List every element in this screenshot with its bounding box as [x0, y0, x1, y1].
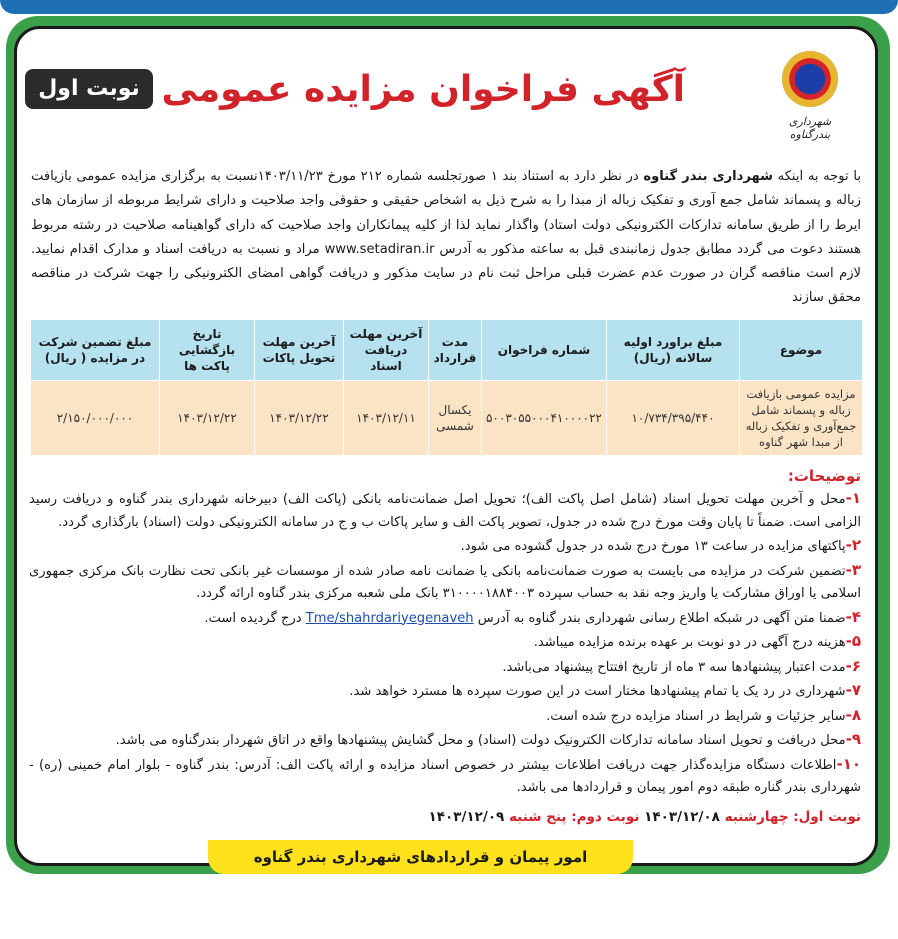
first-round-date: ۱۴۰۳/۱۲/۰۸ [639, 809, 725, 825]
item-number: ۸- [845, 705, 861, 724]
auction-table [30, 319, 863, 456]
notes-list [29, 487, 861, 800]
list-item [29, 534, 861, 559]
municipality-logo [767, 51, 853, 157]
item-number: ۹- [845, 730, 861, 748]
notice-content [17, 29, 875, 863]
list-item [29, 753, 861, 800]
cell-doc-deadline: ۱۴۰۳/۱۲/۱۱ [344, 381, 429, 456]
header-doc-deadline: آخرین مهلت دریافت اسناد [344, 320, 429, 381]
item-text: شهرداری در رد یک یا تمام پیشنهادها مختار است در این صورت سپرده ها مسترد خواهد شد. [349, 684, 846, 699]
list-item [29, 487, 861, 534]
item-text: ضمنا متن آگهی در شبکه اطلاع رسانی شهرداری بندر گناوه به آدرس [473, 610, 846, 626]
list-item [29, 704, 861, 729]
top-bar [0, 0, 898, 14]
cell-estimate: ۱۰/۷۳۴/۳۹۵/۴۴۰ [607, 381, 740, 456]
first-round-label: نوبت اول: چهارشنبه [724, 809, 861, 825]
item-text: اطلاعات دستگاه مزایده‌گذار جهت دریافت اطلاعات بیشتر در خصوص اسناد مزایده و ارائه پاکت الف: آدرس: بندر گناوه - بلوار امام خمینی (ره) - شهرداری بندر گناره طبقه دوم امور پیمان و قراردادها می باشد. [29, 757, 861, 795]
header-envelope-deadline: آخرین مهلت تحویل پاکات [255, 320, 344, 381]
footer-banner: امور پیمان و قراردادهای شهرداری بندر گناوه [208, 840, 633, 874]
intro-org: شهرداری بندر گناوه [643, 169, 774, 184]
round-badge: نوبت اول [25, 69, 153, 109]
item-number: ۷- [845, 681, 861, 699]
item-text: درج گردیده است. [204, 610, 306, 626]
header-call-number: شماره فراخوان [482, 320, 607, 381]
item-text: هزینه درج آگهی در دو نوبت بر عهده برنده مزایده میباشد. [533, 635, 846, 650]
intro-paragraph [31, 165, 861, 311]
header-guarantee: مبلغ تضمین شرکت در مزایده ( ریال) [31, 320, 160, 381]
page-title: آگهی فراخوان مزایده عمومی [161, 69, 685, 110]
header-opening-date: تاریخ بازگشایی پاکت ها [160, 320, 255, 381]
table-header-row [31, 320, 863, 381]
item-number: ۳- [845, 560, 861, 579]
list-item [29, 559, 861, 606]
list-item [29, 606, 861, 631]
list-item [29, 728, 861, 753]
item-number: ۶- [845, 656, 861, 675]
header-duration: مدت قرارداد [429, 320, 482, 381]
intro-part-2: در نظر دارد به استناد بند ۱ صورتجلسه شماره ۲۱۲ مورخ ۱۴۰۳/۱۱/۲۳نسبت به برگزاری مزایده عمومی بازیافت زباله و پسماند شامل جمع آوری و تفکیک زباله از مبدا را به شرح ذیل به اشخاص حقیقی و حقوقی واجد صلاحیت و دارای شرایط مربوطه از سازمان های ایرط را از طریق سامانه تدارکات الکترونیکی دولت استاد) واگذار نماید لذا از کلیه پیمانکاران واجد صلاحیت که دارای گواهینامه صلاحیت در رشته مربوط هستند دعوت می گردد مطابق جدول زمانبندی قبل به ساعته مذکور به آدرس www.setadiran.ir مراد و نسبت به دریافت اسناد و مدارک اقدام نمایید. لازم است مناقصه گران در صورت عدم عضرت قبلی مراحل ثبت نام در سایت مذکور و دریافت گواهی امضای الکترونیکی را جهت شرکت در مناقصه محقق سازند [31, 169, 861, 306]
item-text: محل و آخرین مهلت تحویل اسناد (شامل اصل پاکت الف)؛ تحویل اصل ضمانت‌نامه بانکی (پاکت الف) دبیرخانه شهرداری بندر گناوه و دریافت رسید الزامی است. ضمناً تا پایان وقت مورخ درج شده در جدول، تصویر پاکت الف و سایر پاکات ب و ج در سامانه الکترونیکی دولت (اسناد) بارگذاری گردد. [29, 492, 861, 530]
list-item [29, 655, 861, 680]
item-number: ۵- [845, 632, 861, 650]
cell-subject: مزایده عمومی بازیافت زباله و پسماند شامل جمع‌آوری و تفکیک زباله از مبدا شهر گناوه [740, 381, 863, 456]
item-text: مدت اعتبار پیشنهادها سه ۳ ماه از تاریخ افتتاح پیشنهاد می‌باشد. [502, 659, 846, 675]
header-estimate: مبلغ براورد اولیه سالانه (ریال) [607, 320, 740, 381]
second-round-label: نوبت دوم: پنج شنبه [509, 809, 640, 825]
logo-caption: شهرداری بندرگناوه [788, 115, 832, 141]
item-text: سایر جزئیات و شرایط در اسناد مزایده درج شده است. [546, 708, 846, 724]
emblem-icon [782, 51, 838, 107]
item-number: ۱۰- [836, 754, 861, 773]
channel-link[interactable]: Tme/shahrdariyegenaveh [305, 610, 474, 626]
list-item [29, 679, 861, 704]
list-item [29, 630, 861, 655]
publication-dates [429, 809, 861, 825]
cell-guarantee: ۲/۱۵۰/۰۰۰/۰۰۰ [31, 381, 160, 456]
cell-opening-date: ۱۴۰۳/۱۲/۲۲ [160, 381, 255, 456]
notes-title: توضیحات: [787, 467, 861, 485]
intro-part-1: با توجه به اینکه [773, 169, 861, 184]
second-round-date: ۱۴۰۳/۱۲/۰۹ [428, 809, 509, 825]
item-number: ۴- [845, 607, 861, 626]
item-number: ۱- [845, 489, 861, 507]
table-row [31, 381, 863, 456]
item-number: ۲- [845, 536, 861, 554]
item-text: تضمین شرکت در مزایده می بایست به صورت ضمانت‌نامه بانکی یا ضمانت نامه صادر شده از موسسات غیر بانکی تحت نظارت بانک مرکزی جمهوری اسلامی یا اوراق مشارکت یا واریز وجه نقد به حساب سپرده ۳۱۰۰۰۰۱۸۸۴۰۰۳ بانک ملی شعبه مرکزی بندر گناوه ارائه گردد. [29, 563, 861, 601]
cell-duration: یکسال شمسی [429, 381, 482, 456]
item-text: محل دریافت و تحویل اسناد سامانه تدارکات الکترونیک دولت (اسناد) و محل گشایش پیشنهادها واقع در اتاق شهردار بندرگناوه می باشد. [115, 733, 846, 748]
item-text: پاکتهای مزایده در ساعت ۱۳ مورخ درج شده در جدول گشوده می شود. [460, 539, 846, 554]
cell-call-number: ۵۰۰۳۰۵۵۰۰۰۴۱۰۰۰۰۲۲ [482, 381, 607, 456]
notice-frame [14, 26, 878, 866]
cell-envelope-deadline: ۱۴۰۳/۱۲/۲۲ [255, 381, 344, 456]
header-subject: موضوع [740, 320, 863, 381]
